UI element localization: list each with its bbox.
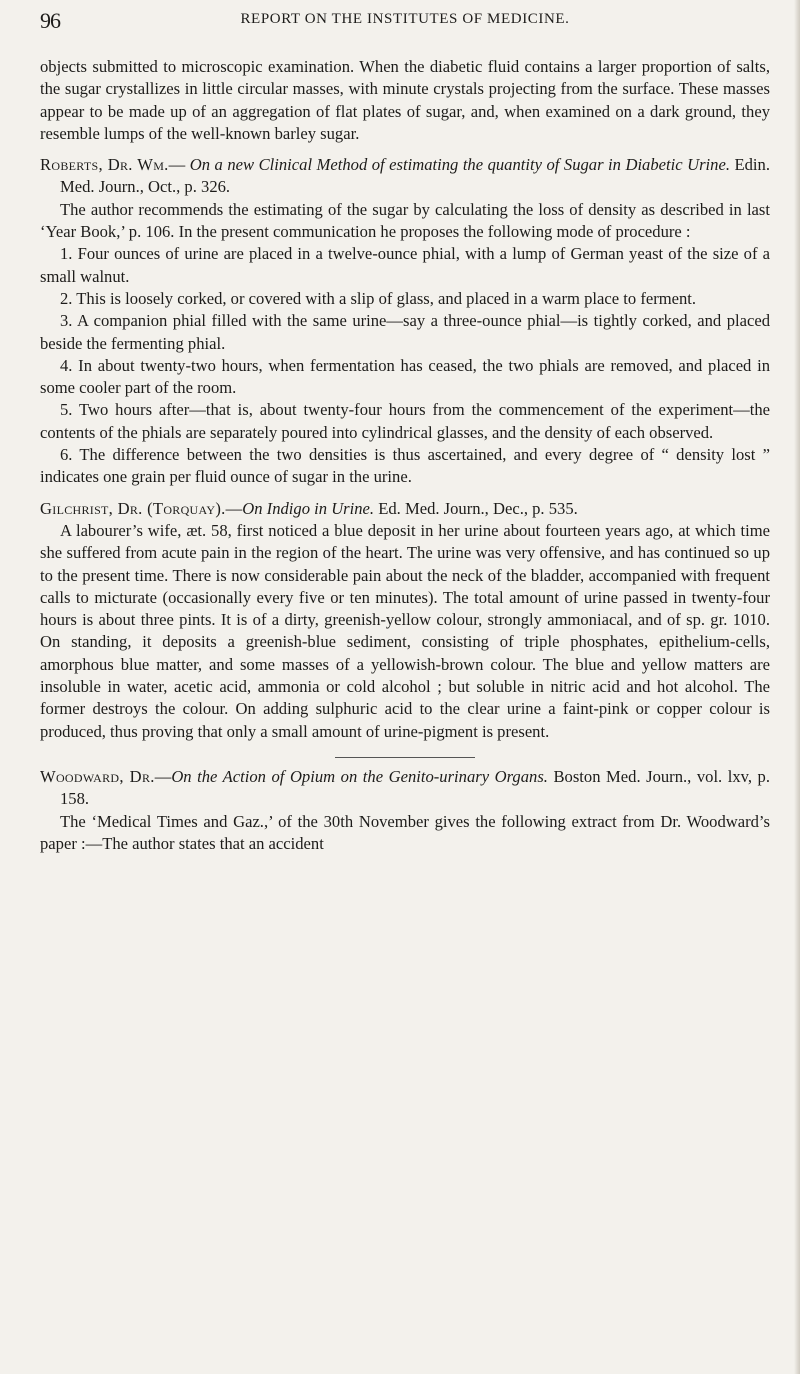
entry-title: On Indigo in Urine. (242, 498, 375, 518)
entry-woodward (40, 766, 770, 855)
page-number: 96 (40, 8, 60, 33)
entry-author: Roberts, Dr. Wm. (40, 155, 169, 175)
entry-paragraph: 5. Two hours after—that is, about twenty-four hours from the commencement of the experiment—the contents of the phials are separately poured into cylindrical glasses, and the density of each observed. (40, 400, 770, 442)
entry-author: Gilchrist, Dr. (Torquay). (40, 498, 226, 518)
entry-roberts (40, 154, 770, 488)
entry-heading: Roberts, Dr. Wm.— On a new Clinical Method of estimating the quantity of Sugar in Diabetic Urine. Edin. Med. Journ., Oct., p. 326. (40, 155, 770, 197)
entry-paragraph: The author recommends the estimating of the sugar by calculating the loss of density as described in last ‘Year Book,’ p. 106. In the present communication he proposes the following mode of procedure : (40, 199, 770, 242)
running-head: REPORT ON THE INSTITUTES OF MEDICINE. (240, 11, 570, 27)
entry-paragraph: The ‘Medical Times and Gaz.,’ of the 30th November gives the following extract from Dr. Woodward’s paper :—The author states that an accident (40, 811, 770, 853)
entry-paragraph: 1. Four ounces of urine are placed in a twelve-ounce phial, with a lump of German yeast of the size of a small walnut. (40, 244, 770, 286)
entry-citation: Ed. Med. Journ., Dec., p. 535. (378, 498, 578, 518)
entry-title: On the Action of Opium on the Genito-urinary Organs. (171, 766, 548, 786)
entry-gilchrist (40, 498, 770, 743)
page-body (40, 56, 770, 855)
entry-heading: Woodward, Dr.—On the Action of Opium on the Genito-urinary Organs. Boston Med. Journ., vol. lxv, p. 158. (40, 766, 770, 809)
section-divider (335, 757, 475, 758)
entry-paragraph: 6. The difference between the two densities is thus ascertained, and every degree of “ density lost ” indicates one grain per fluid ounce of sugar in the urine. (40, 445, 770, 487)
page-edge-shadow (794, 0, 800, 1374)
entry-heading: Gilchrist, Dr. (Torquay).—On Indigo in Urine. Ed. Med. Journ., Dec., p. 535. (40, 498, 578, 518)
opening-paragraph: objects submitted to microscopic examination. When the diabetic fluid contains a larger proportion of salts, the sugar crystallizes in little circular masses, with minute crystals projecting from the surface. These masses appear to be made up of an aggregation of flat plates of sugar, and, when examined on a dark ground, they resemble lumps of the well-known barley sugar. (40, 57, 770, 143)
entry-paragraph: A labourer’s wife, æt. 58, first noticed a blue deposit in her urine about fourteen years ago, at which time she suffered from acute pain in the region of the heart. The urine was very offensive, and has continued so up to the present time. There is now considerable pain about the neck of the bladder, accompanied with frequent calls to micturate (occasionally every five or ten minutes). The total amount of urine passed in twenty-four hours is about three pints. It is of a dirty, greenish-yellow colour, strongly ammoniacal, and of sp. gr. 1010. On standing, it deposits a greenish-blue sediment, consisting of triple phosphates, epithelium-cells, amorphous blue matter, and some masses of a yellowish-brown colour. The blue and yellow matters are insoluble in water, acetic acid, ammonia or cold alcohol ; but soluble in nitric acid and hot alcohol. The former destroys the colour. On adding sulphuric acid to the clear urine a faint-pink or copper colour is produced, thus proving that only a small amount of urine-pigment is present. (40, 520, 770, 741)
entry-paragraph: 4. In about twenty-two hours, when fermentation has ceased, the two phials are removed, and placed in some cooler part of the room. (40, 355, 770, 398)
entry-title: On a new Clinical Method of estimating the quantity of Sugar in Diabetic Urine. (189, 155, 730, 175)
entry-author: Woodward, Dr. (40, 766, 155, 786)
entry-citation: Edin. Med. Journ., Oct., p. 326. (60, 155, 770, 197)
entry-paragraph: 2. This is loosely corked, or covered with a slip of glass, and placed in a warm place to ferment. (60, 288, 697, 308)
entry-paragraph: 3. A companion phial filled with the same urine—say a three-ounce phial—is tightly corked, and placed beside the fermenting phial. (40, 311, 770, 353)
entry-citation: Boston Med. Journ., vol. lxv, p. 158. (60, 766, 770, 809)
page-header (40, 8, 770, 38)
